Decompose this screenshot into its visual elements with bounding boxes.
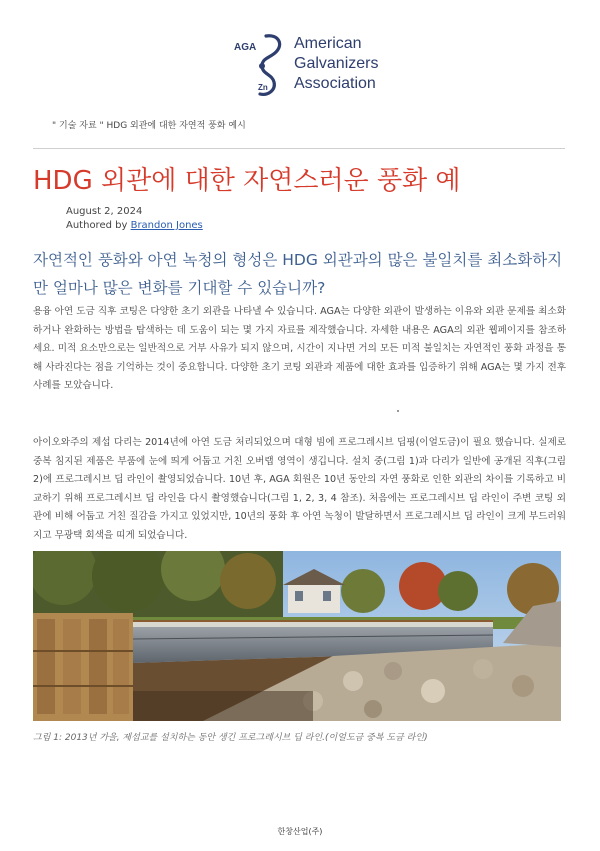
page-title: HDG 외관에 대한 자연스러운 풍화 예 bbox=[33, 166, 461, 196]
aga-logo bbox=[232, 30, 392, 100]
bridge-installation-photo bbox=[33, 551, 561, 721]
logo-wordmark bbox=[294, 34, 378, 94]
paragraph-intro: 용융 아연 도금 직후 코팅은 다양한 초기 외관을 나타낼 수 있습니다. AGA는 다양한 외관이 발생하는 이유와 외관 문제를 최소화하거나 완화하는 방법을 탐색하는 데 도움이 되는 몇 가지 자료를 제작했습니다. 자세한 내용은 AGA의 외관 웹페이지를 참조하세요. 미적 요소만으로는 일반적으로 거부 사유가 되지 않으며, 시간이 지나면 거의 모든 미적 불일치는 자연적인 풍화 과정을 통해 사라진다는 점을 기억하는 것이 중요합니다. 다양한 초기 코팅 외관과 제품에 대한 효과를 입증하기 위해 AGA는 몇 가지 전후 사례를 모았습니다. bbox=[33, 306, 566, 391]
lead-question: 자연적인 풍화와 아연 녹청의 형성은 HDG 외관과의 많은 불일치를 최소화하지만 얼마나 많은 변화를 기대할 수 있습니까? bbox=[33, 251, 563, 297]
figure-caption: 그림 1: 2013년 가을, 제섭교를 설치하는 동안 생긴 프로그레시브 딥 라인.(이얼도금 중복 도금 라인) bbox=[33, 733, 428, 743]
breadcrumb: " 기술 자료 " HDG 외관에 대한 자연적 풍화 예시 bbox=[52, 121, 246, 131]
footer-company: 한창산업(주) bbox=[277, 827, 323, 836]
author-link[interactable]: Brandon Jones bbox=[130, 220, 203, 231]
publish-date: August 2, 2024 bbox=[66, 206, 143, 217]
logo-line-2: Galvanizers bbox=[294, 55, 379, 72]
aga-zn-emblem-icon bbox=[232, 30, 294, 100]
stray-dot bbox=[397, 410, 399, 412]
logo-line-3: Association bbox=[294, 75, 376, 92]
logo-zn: Zn bbox=[258, 83, 268, 92]
article-meta bbox=[66, 205, 203, 233]
logo-abbr: AGA bbox=[234, 42, 257, 53]
paragraph-bridge: 아이오와주의 제섭 다리는 2014년에 아연 도금 처리되었으며 대형 빔에 프로그레시브 딥핑(이얼도금)이 필요 했습니다. 실제로 중복 침지된 제품은 부품에 눈에 띄게 어둡고 거친 오버랩 영역이 생깁니다. 설치 중(그림 1)과 다리가 일반에 공개된 직후(그림 2)에 프로그레시브 딥 라인이 촬영되었습니다. 10년 후, AGA 회원은 10년 동안의 자연 풍화로 인한 외관의 차이를 기록하고 비교하기 위해 프로그레시브 딥 라인을 다시 촬영했습니다(그림 1, 2, 3, 4 참조). 처음에는 프로그레시브 딥 라인이 주변 코팅 외관에 비해 어둡고 거친 질감을 가지고 있었지만, 10년의 풍화 후 아연 녹청이 발달하면서 프로그레시브 딥 라인이 크게 부드러워지고 무광택 회색을 띠게 되었습니다. bbox=[33, 437, 566, 541]
logo-line-1: American bbox=[294, 35, 362, 52]
header-divider bbox=[33, 148, 565, 149]
author-line bbox=[66, 219, 203, 233]
authored-prefix: Authored by bbox=[66, 220, 131, 231]
bridge-photo-illustration bbox=[33, 551, 561, 721]
